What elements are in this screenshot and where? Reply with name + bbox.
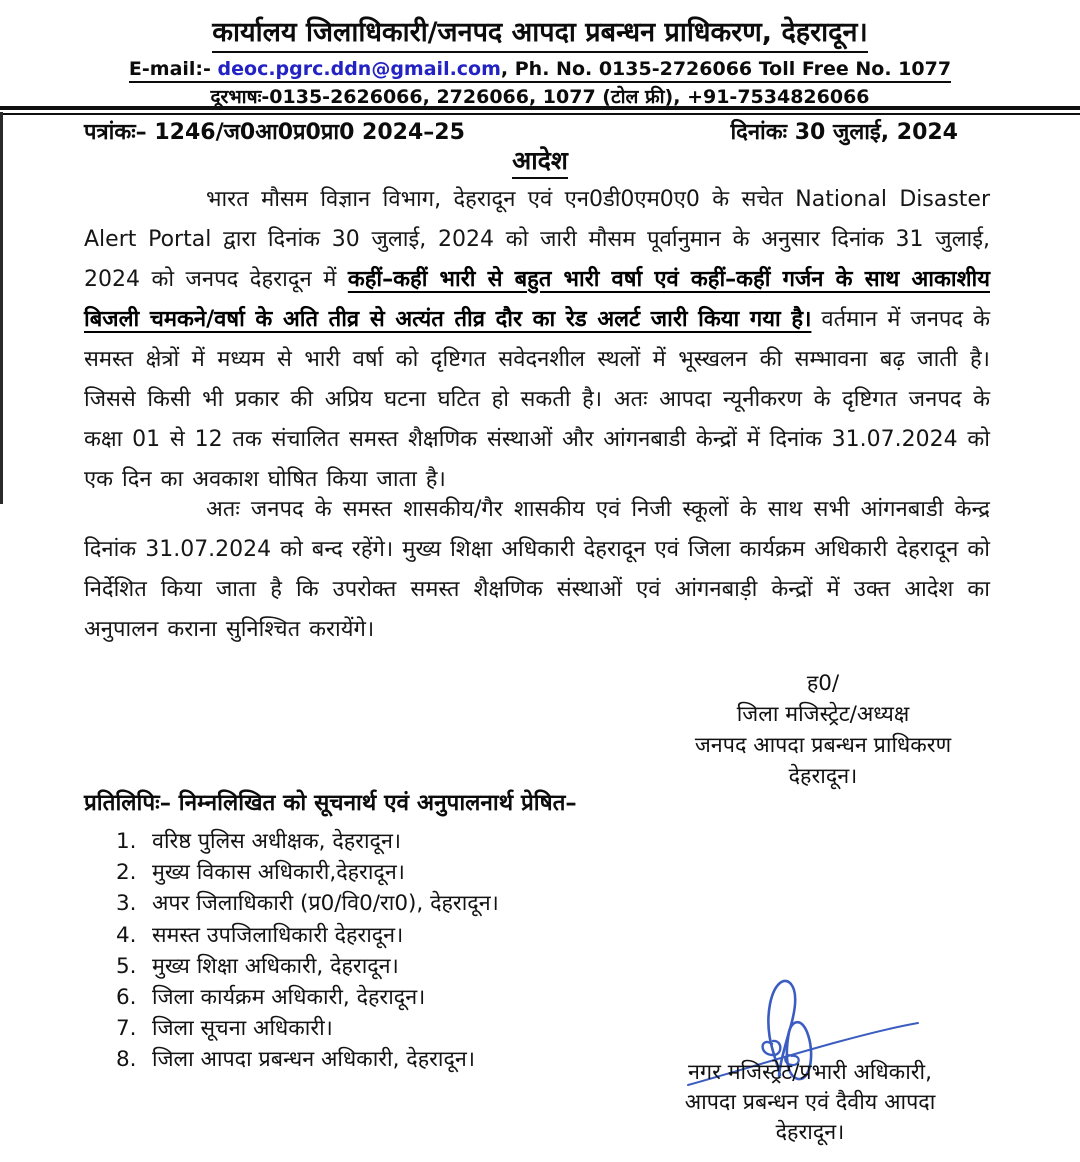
list-item-number: 2. (116, 860, 137, 886)
list-item (116, 920, 676, 951)
signatory-block-district-magistrate (688, 668, 958, 792)
list-item (116, 857, 676, 888)
office-title-text: कार्यालय जिलाधिकारी/जनपद आपदा प्रबन्धन प्राधिकरण, देहरादून। (212, 17, 867, 53)
order-paragraph-2: अतः जनपद के समस्त शासकीय/गैर शासकीय एवं निजी स्कूलों के साथ सभी आंगनबाडी केन्द्र दिनांक 31.07.2024 को बन्द रहेंगे। मुख्य शिक्षा अधिकारी देहरादून एवं जिला कार्यक्रम अधिकारी देहरादून को निर्देशित किया जाता है कि उपरोक्त समस्त शैक्षणिक संस्थाओं एवं आंगनबाड़ी केन्द्रों में उक्त आदेश का अनुपालन कराना सुनिश्चित करायेंगे। (84, 497, 990, 642)
signatory-designation: जिला मजिस्ट्रेट/अध्यक्ष (736, 702, 910, 727)
contact-rest: , Ph. No. 0135-2726066 Toll Free No. 1077 (500, 58, 952, 80)
office-title (0, 12, 1080, 49)
signatory-place: देहरादून। (775, 1120, 845, 1145)
list-item-text: जिला आपदा प्रबन्धन अधिकारी, देहरादून। (152, 1047, 475, 1073)
list-item (116, 1044, 676, 1075)
list-item-text: वरिष्ठ पुलिस अधीक्षक, देहरादून। (152, 829, 402, 854)
header-divider (0, 106, 1080, 115)
signatory-block-city-magistrate (655, 1058, 965, 1148)
meta-row (84, 116, 958, 146)
para1-text-lead: भारत मौसम विज्ञान विभाग, देहरादून एवं एन0डी0एम0ए0 के सचेत National Disaster Alert Portal द्वारा दिनांक 30 जुलाई, 2024 को जारी मौसम पूर्वानुमान के अनुसार दिनांक 31 जुलाई, 2024 को जनपद देहरादून में (84, 187, 990, 292)
list-item-text: अपर जिलाधिकारी (प्र0/वि0/रा0), देहरादून। (152, 891, 499, 917)
phone-line: दूरभाषः-0135-2626066, 2726066, 1077 (टोल फ्री), +91-7534826066 (210, 86, 870, 108)
list-item-number: 7. (116, 1016, 137, 1042)
list-item-text: जिला सूचना अधिकारी। (152, 1016, 333, 1042)
list-item-number: 1. (116, 829, 137, 854)
copy-recipient-list (116, 826, 676, 1076)
list-item-number: 6. (116, 985, 137, 1011)
para1-text-tail: वर्तमान में जनपद के समस्त क्षेत्रों में मध्यम से भारी वर्षा को दृष्टिगत सवेदनशील स्थलों में भूस्खलन की सम्भावना बढ़ जाती है। जिससे किसी भी प्रकार की अप्रिय घटना घटित हो सकती है। अतः आपदा न्यूनीकरण के दृष्टिगत जनपद के कक्षा 01 से 12 तक संचालित समस्त शैक्षणिक संस्थाओं और आंगनबाडी केन्द्रों में दिनांक 31.07.2024 को एक दिन का अवकाश घोषित किया जाता है। (84, 307, 990, 492)
signatory-place: देहरादून। (788, 764, 858, 789)
list-item-text: मुख्य शिक्षा अधिकारी, देहरादून। (152, 953, 399, 979)
list-item-number: 5. (116, 953, 137, 979)
contact-line (0, 58, 1080, 80)
contact-line-text (129, 58, 951, 83)
signatory-designation: नगर मजिस्ट्रेट/प्रभारी अधिकारी, (688, 1060, 932, 1085)
list-item-text: जिला कार्यक्रम अधिकारी, देहरादून। (152, 985, 426, 1011)
list-item (116, 982, 676, 1013)
list-item (116, 951, 676, 982)
email-label: E-mail:- (128, 58, 218, 80)
letter-ref-number: पत्रांकः– 1246/ज0आ0प्र0प्रा0 2024–25 (84, 120, 465, 145)
email-link[interactable]: deoc.pgrc.ddn@gmail.com (217, 58, 501, 80)
list-item-number: 8. (116, 1047, 137, 1073)
order-heading (0, 143, 1080, 177)
signatory-department: आपदा प्रबन्धन एवं दैवीय आपदा (684, 1090, 936, 1115)
copy-section-heading: प्रतिलिपिः– निम्नलिखित को सूचनार्थ एवं अनुपालनार्थ प्रेषित– (84, 790, 577, 816)
list-item-text: मुख्य विकास अधिकारी,देहरादून। (152, 860, 405, 886)
order-paragraph-1 (84, 180, 990, 500)
list-item-text: समस्त उपजिलाधिकारी देहरादून। (152, 922, 404, 948)
letter-date: दिनांकः 30 जुलाई, 2024 (730, 120, 958, 145)
list-item (116, 1013, 676, 1044)
order-heading-text: आदेश (512, 146, 568, 179)
list-item (116, 888, 676, 919)
list-item-number: 4. (116, 922, 137, 948)
signatory-authority: जनपद आपदा प्रबन्धन प्राधिकरण (694, 733, 952, 758)
list-item-number: 3. (116, 891, 137, 917)
signed-mark: ह0/ (806, 671, 840, 696)
list-item (116, 826, 676, 857)
para1-red-alert-emphasis: कहीं–कहीं भारी से बहुत भारी वर्षा एवं कहीं–कहीं गर्जन के साथ आकाशीय बिजली चमकने/वर्षा के अति तीव्र से अत्यंत तीव्र दौर का रेड अलर्ट जारी किया गया है। (84, 267, 990, 332)
